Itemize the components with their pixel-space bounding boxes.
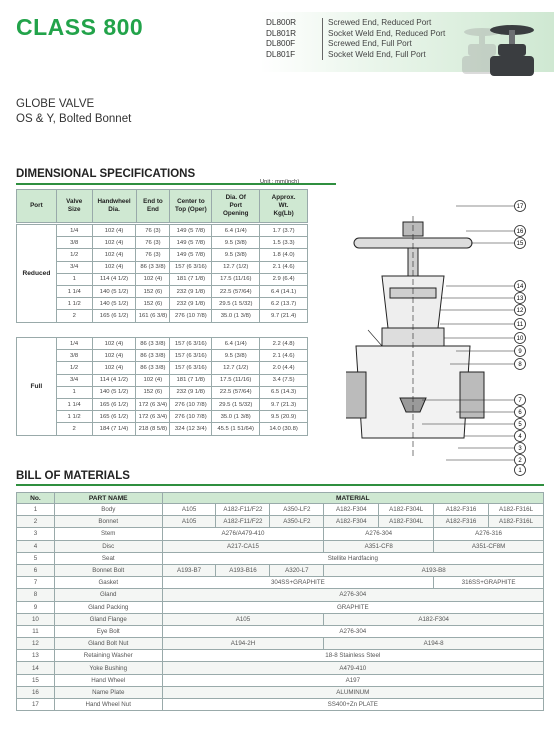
bom-part-name: Gland Bolt Nut [54, 638, 162, 650]
part-callout [515, 359, 526, 370]
bill-of-materials-table [16, 492, 544, 711]
dimension-cell: 2.1 (4.6) [260, 350, 308, 362]
bom-material: Stellite Hardfacing [162, 552, 543, 564]
bom-part-name: Retaining Washer [54, 650, 162, 662]
bom-material: A182-F11/F22 [216, 504, 270, 516]
callout-number: 9 [518, 349, 522, 356]
dimension-cell: 3/4 [56, 374, 92, 386]
dimension-cell: 140 (5 1/2) [92, 386, 136, 398]
dimension-cell: 76 (3) [136, 225, 170, 237]
dimensional-title: DIMENSIONAL SPECIFICATIONS [16, 168, 196, 180]
bom-material: A182-F304 [324, 516, 379, 528]
bom-row [17, 564, 544, 576]
part-callout [515, 431, 526, 442]
dimension-cell: 157 (6 3/16) [170, 261, 212, 273]
dimension-cell: 181 (7 1/8) [170, 273, 212, 285]
header-port: Port [17, 190, 57, 223]
dimension-cell: 9.7 (21.4) [260, 310, 308, 322]
model-descriptions [322, 18, 445, 60]
dimension-cell: 2 [56, 423, 92, 435]
model-code: DL800F [266, 39, 296, 48]
dimension-row [17, 225, 308, 237]
header-end-to-end: End to End [136, 190, 170, 223]
dimension-cell: 218 (8 5/8) [136, 423, 170, 435]
bom-no: 17 [17, 699, 55, 711]
bom-row [17, 540, 544, 552]
product-type: GLOBE VALVE [16, 98, 95, 110]
dimension-cell: 149 (5 7/8) [170, 237, 212, 249]
dimension-row [17, 386, 308, 398]
dimension-cell: 22.5 (57/64) [212, 285, 260, 297]
dimension-cell: 12.7 (1/2) [212, 261, 260, 273]
bom-material: A351-CF8M [434, 540, 544, 552]
dimension-cell: 9.5 (3/8) [212, 237, 260, 249]
bom-material: A182-F316L [489, 504, 544, 516]
port-label: Full [17, 338, 57, 436]
bom-row [17, 662, 544, 674]
model-code: DL801R [266, 28, 297, 38]
dimension-cell: 161 (6 3/8) [136, 310, 170, 322]
header-valve-size: Valve Size [56, 190, 92, 223]
bom-part-name: Hand Wheel [54, 674, 162, 686]
dimension-row [17, 338, 308, 350]
dimension-cell: 276 (10 7/8) [170, 310, 212, 322]
bom-no: 16 [17, 686, 55, 698]
bom-material: A276-304 [162, 589, 543, 601]
bom-material: A182-F304L [379, 504, 434, 516]
bom-row [17, 638, 544, 650]
model-codes [266, 18, 314, 60]
bom-row [17, 601, 544, 613]
dimension-cell: 157 (6 3/16) [170, 362, 212, 374]
dimension-cell: 1 [56, 273, 92, 285]
class-title: CLASS 800 [16, 14, 144, 40]
dimension-row [17, 298, 308, 310]
dimension-cell: 2 [56, 310, 92, 322]
dimension-cell: 1/4 [56, 225, 92, 237]
dimension-cell: 152 (6) [136, 298, 170, 310]
dimension-cell: 102 (4) [92, 225, 136, 237]
dimension-cell: 232 (9 1/8) [170, 298, 212, 310]
bom-row [17, 504, 544, 516]
bom-material: SS400+Zn PLATE [162, 699, 543, 711]
part-callout [515, 238, 526, 249]
reduced-port-table [16, 224, 308, 323]
dimension-row [17, 398, 308, 410]
dimension-cell: 76 (3) [136, 249, 170, 261]
dimension-row [17, 261, 308, 273]
bom-row [17, 552, 544, 564]
dimension-cell: 114 (4 1/2) [92, 273, 136, 285]
bom-part-name: Yoke Bushing [54, 662, 162, 674]
part-callout [515, 443, 526, 454]
dimension-cell: 1 1/4 [56, 285, 92, 297]
bom-material: A350-LF2 [270, 516, 324, 528]
dimension-cell: 102 (4) [136, 273, 170, 285]
callout-number: 8 [518, 362, 522, 369]
bom-title: BILL OF MATERIALS [16, 470, 130, 482]
dimension-cell: 165 (6 1/2) [92, 411, 136, 423]
bom-material: 316SS+GRAPHITE [434, 577, 544, 589]
dimension-cell: 6.5 (14.3) [260, 386, 308, 398]
model-description: Screwed End, Full Port [328, 39, 412, 48]
dimension-cell: 165 (6 1/2) [92, 310, 136, 322]
header-port-opening: Dia. Of Port Opening [212, 190, 260, 223]
dimension-cell: 3.4 (7.5) [260, 374, 308, 386]
dimension-cell: 1 [56, 386, 92, 398]
bom-header-material: MATERIAL [162, 493, 543, 504]
part-callout [515, 201, 526, 212]
dimension-cell: 172 (6 3/4) [136, 411, 170, 423]
dimension-cell: 3/8 [56, 237, 92, 249]
bom-part-name: Disc [54, 540, 162, 552]
dimension-cell: 149 (5 7/8) [170, 249, 212, 261]
bom-part-name: Gland [54, 589, 162, 601]
bom-no: 2 [17, 516, 55, 528]
callout-number: 12 [516, 308, 524, 315]
dimension-cell: 232 (9 1/8) [170, 285, 212, 297]
product-variant: OS & Y, Bolted Bonnet [16, 113, 132, 125]
part-callout [515, 407, 526, 418]
dimension-cell: 1/2 [56, 362, 92, 374]
part-callout [515, 419, 526, 430]
dimension-cell: 2.2 (4.8) [260, 338, 308, 350]
dimension-cell: 3/4 [56, 261, 92, 273]
bom-material: A105 [162, 504, 216, 516]
bom-no: 6 [17, 564, 55, 576]
dimension-cell: 86 (3 3/8) [136, 362, 170, 374]
part-callout [515, 293, 526, 304]
model-description: Socket Weld End, Full Port [328, 49, 426, 59]
callout-number: 17 [516, 204, 524, 211]
dimension-cell: 184 (7 1/4) [92, 423, 136, 435]
dimension-cell: 102 (4) [92, 338, 136, 350]
dimension-cell: 2.0 (4.4) [260, 362, 308, 374]
bom-row [17, 674, 544, 686]
dimension-row [17, 310, 308, 322]
bom-header-no: No. [17, 493, 55, 504]
dimension-cell: 181 (7 1/8) [170, 374, 212, 386]
dimension-cell: 6.4 (14.1) [260, 285, 308, 297]
bom-material: A182-F11/F22 [216, 516, 270, 528]
bom-material: A276/A479-410 [162, 528, 324, 540]
dimension-cell: 35.0 (1 3/8) [212, 310, 260, 322]
dimension-cell: 172 (6 3/4) [136, 398, 170, 410]
bom-material: A182-F304L [379, 516, 434, 528]
bom-part-name: Body [54, 504, 162, 516]
dimension-cell: 140 (5 1/2) [92, 298, 136, 310]
bom-material: A105 [162, 516, 216, 528]
bom-material: A351-CF8 [324, 540, 434, 552]
part-callout [515, 333, 526, 344]
bom-material: A320-L7 [270, 564, 324, 576]
model-code: DL801F [266, 49, 296, 59]
bom-material: A276-304 [324, 528, 434, 540]
dimension-cell: 6.4 (1/4) [212, 225, 260, 237]
bom-no: 5 [17, 552, 55, 564]
dimension-cell: 114 (4 1/2) [92, 374, 136, 386]
dimension-cell: 12.7 (1/2) [212, 362, 260, 374]
dimension-row [17, 362, 308, 374]
dimension-cell: 86 (3 3/8) [136, 261, 170, 273]
dimension-cell: 9.5 (3/8) [212, 350, 260, 362]
dimension-cell: 1 1/2 [56, 298, 92, 310]
bom-row [17, 613, 544, 625]
callout-number: 13 [516, 296, 524, 303]
dimension-cell: 102 (4) [92, 261, 136, 273]
bom-material: A197 [162, 674, 543, 686]
bom-no: 8 [17, 589, 55, 601]
bom-material: A182-F304 [324, 613, 544, 625]
dimension-cell: 1/4 [56, 338, 92, 350]
dimension-cell: 152 (6) [136, 285, 170, 297]
dimension-cell: 9.7 (21.3) [260, 398, 308, 410]
bom-part-name: Seat [54, 552, 162, 564]
bom-part-name: Gland Flange [54, 613, 162, 625]
dimension-cell: 102 (4) [92, 237, 136, 249]
dimension-cell: 9.5 (20.9) [260, 411, 308, 423]
header-weight: Approx. Wt. Kg(Lb) [260, 190, 308, 223]
bom-no: 3 [17, 528, 55, 540]
model-description: Screwed End, Reduced Port [328, 18, 432, 27]
bom-part-name: Bonnet [54, 516, 162, 528]
callout-number: 6 [518, 410, 522, 417]
bom-no: 10 [17, 613, 55, 625]
bom-part-name: Eye Bolt [54, 625, 162, 637]
callout-number: 1 [518, 468, 522, 475]
bom-row [17, 686, 544, 698]
part-callout [515, 305, 526, 316]
callout-number: 15 [516, 241, 524, 248]
part-callouts [515, 201, 526, 476]
dimension-row [17, 411, 308, 423]
bom-material: 18-8 Stainless Steel [162, 650, 543, 662]
dimension-row [17, 350, 308, 362]
bom-material: ALUMINUM [162, 686, 543, 698]
bom-no: 4 [17, 540, 55, 552]
dimension-cell: 102 (4) [92, 350, 136, 362]
part-callout [515, 319, 526, 330]
bom-no: 12 [17, 638, 55, 650]
dimension-cell: 76 (3) [136, 237, 170, 249]
dimension-cell: 102 (4) [136, 374, 170, 386]
dimension-cell: 86 (3 3/8) [136, 350, 170, 362]
callout-number: 10 [516, 336, 524, 343]
dimension-cell: 1 1/2 [56, 411, 92, 423]
dimension-cell: 17.5 (11/16) [212, 273, 260, 285]
dimension-cell: 165 (6 1/2) [92, 398, 136, 410]
dimension-row [17, 273, 308, 285]
bom-part-name: Name Plate [54, 686, 162, 698]
dimension-cell: 3/8 [56, 350, 92, 362]
dimension-cell: 1.7 (3.7) [260, 225, 308, 237]
model-code: DL800R [266, 18, 297, 27]
dimension-cell: 9.5 (3/8) [212, 249, 260, 261]
dimension-cell: 45.5 (1 51/64) [212, 423, 260, 435]
valve-cross-section-drawing [346, 196, 546, 476]
bom-header-part: PART NAME [54, 493, 162, 504]
dimension-cell: 17.5 (11/16) [212, 374, 260, 386]
header-center-to-top: Center to Top (Oper) [170, 190, 212, 223]
bom-part-name: Hand Wheel Nut [54, 699, 162, 711]
dimension-row [17, 374, 308, 386]
bom-row [17, 650, 544, 662]
part-callout [515, 281, 526, 292]
callout-number: 16 [516, 229, 524, 236]
product-subtitle [16, 97, 131, 127]
dimension-cell: 157 (6 3/16) [170, 350, 212, 362]
bom-row [17, 625, 544, 637]
model-description: Socket Weld End, Reduced Port [328, 28, 446, 38]
bom-row [17, 577, 544, 589]
dimension-cell: 29.5 (1 5/32) [212, 298, 260, 310]
bom-material: A182-F316 [434, 516, 489, 528]
callout-number: 7 [518, 398, 522, 405]
part-callout [515, 465, 526, 476]
bom-material: A182-F316 [434, 504, 489, 516]
bom-material: A194-8 [324, 638, 544, 650]
bom-row [17, 516, 544, 528]
dimension-cell: 22.5 (57/64) [212, 386, 260, 398]
dimension-cell: 149 (5 7/8) [170, 225, 212, 237]
part-callout [515, 455, 526, 466]
bom-material: A194-2H [162, 638, 324, 650]
bom-no: 14 [17, 662, 55, 674]
bom-no: 9 [17, 601, 55, 613]
dimension-cell: 152 (6) [136, 386, 170, 398]
dimension-cell: 232 (9 1/8) [170, 386, 212, 398]
dimension-cell: 1.5 (3.3) [260, 237, 308, 249]
dimension-row [17, 237, 308, 249]
bom-material: A276-304 [162, 625, 543, 637]
callout-number: 11 [516, 322, 524, 329]
callout-number: 14 [516, 284, 524, 291]
dimension-cell: 1.8 (4.0) [260, 249, 308, 261]
bom-material: A350-LF2 [270, 504, 324, 516]
part-callout [515, 226, 526, 237]
bom-no: 7 [17, 577, 55, 589]
bom-material: 304SS+GRAPHITE [162, 577, 434, 589]
bom-row [17, 528, 544, 540]
bom-part-name: Bonnet Bolt [54, 564, 162, 576]
unit-label: Unit : mm(inch) [260, 179, 300, 185]
header-handwheel: Handwheel Dia. [92, 190, 136, 223]
bom-row [17, 589, 544, 601]
callout-number: 2 [518, 458, 522, 465]
callout-number: 4 [518, 434, 522, 441]
dimension-cell: 276 (10 7/8) [170, 411, 212, 423]
dimension-row [17, 285, 308, 297]
bom-material: A182-F304 [324, 504, 379, 516]
bom-material: A276-316 [434, 528, 544, 540]
bom-no: 11 [17, 625, 55, 637]
bom-no: 15 [17, 674, 55, 686]
dimension-cell: 1 1/4 [56, 398, 92, 410]
bom-part-name: Gasket [54, 577, 162, 589]
full-port-table [16, 337, 308, 436]
bom-no: 1 [17, 504, 55, 516]
bom-no: 13 [17, 650, 55, 662]
dimension-cell: 157 (6 3/16) [170, 338, 212, 350]
dimension-row [17, 249, 308, 261]
bom-row [17, 699, 544, 711]
dimension-cell: 29.5 (1 5/32) [212, 398, 260, 410]
dimension-cell: 102 (4) [92, 249, 136, 261]
dimension-cell: 1/2 [56, 249, 92, 261]
port-label: Reduced [17, 225, 57, 323]
dimension-cell: 140 (5 1/2) [92, 285, 136, 297]
dimension-cell: 14.0 (30.8) [260, 423, 308, 435]
dimension-cell: 2.1 (4.6) [260, 261, 308, 273]
dimension-cell: 276 (10 7/8) [170, 398, 212, 410]
bom-part-name: Gland Packing [54, 601, 162, 613]
bom-material: A217-CA15 [162, 540, 324, 552]
bom-material: A193-B7 [162, 564, 216, 576]
dimension-cell: 102 (4) [92, 362, 136, 374]
dimension-cell: 6.2 (13.7) [260, 298, 308, 310]
dimension-cell: 6.4 (1/4) [212, 338, 260, 350]
bom-material: GRAPHITE [162, 601, 543, 613]
section-divider [16, 484, 544, 486]
callout-number: 5 [518, 422, 522, 429]
dimension-cell: 2.9 (6.4) [260, 273, 308, 285]
bom-material: A105 [162, 613, 324, 625]
dimension-cell: 324 (12 3/4) [170, 423, 212, 435]
bom-part-name: Stem [54, 528, 162, 540]
callout-number: 3 [518, 446, 522, 453]
dimension-row [17, 423, 308, 435]
dimension-cell: 86 (3 3/8) [136, 338, 170, 350]
dimension-cell: 35.0 (1 3/8) [212, 411, 260, 423]
dimensional-header [16, 189, 308, 223]
part-callout [515, 395, 526, 406]
part-callout [515, 346, 526, 357]
bom-material: A193-B16 [216, 564, 270, 576]
bom-material: A479-410 [162, 662, 543, 674]
valve-product-photo [440, 18, 550, 78]
bom-material: A182-F316L [489, 516, 544, 528]
bom-material: A193-B8 [324, 564, 544, 576]
